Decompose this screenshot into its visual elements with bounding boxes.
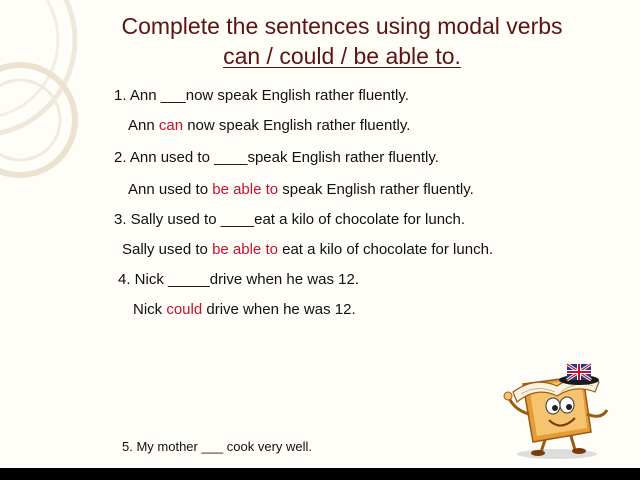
exercise-2-task: 2. Ann used to ____speak English rather fluently. [114,149,439,166]
exercise-3-answer [122,240,493,260]
answer-text-after: speak English rather fluently. [278,181,474,198]
answer-text-after: now speak English rather fluently. [183,117,411,134]
exercise-2-answer [128,180,474,200]
answer-modal: can [158,117,184,134]
exercise-4-task: 4. Nick _____drive when he was 12. [118,271,359,288]
answer-text-after: drive when he was 12. [202,301,356,318]
answer-text-before: Nick [133,301,167,318]
book-mascot-icon [495,362,625,460]
title-line-2: can / could / be able to. [223,43,461,69]
exercise-1-answer [128,116,410,136]
answer-text-before: Ann [128,117,159,134]
answer-text-after: eat a kilo of chocolate for lunch. [277,241,494,258]
answer-modal: could [166,301,203,318]
exercise-5-task: 5. My mother ___ cook very well. [122,439,313,454]
answer-modal: be able to [212,241,278,258]
answer-modal: be able to [212,181,279,198]
answer-text-before: Sally used to [122,241,213,258]
exercise-1-task: 1. Ann ___now speak English rather fluently. [114,87,409,104]
answer-text-before: Ann used to [128,181,213,198]
union-jack-hat-icon [559,364,599,385]
title-line-1: Complete the sentences using modal verbs [121,13,563,39]
exercise-3-task: 3. Sally used to ____eat a kilo of chocolate for lunch. [114,211,466,228]
exercise-4-answer [133,300,356,320]
bottom-letterbox [0,468,640,480]
